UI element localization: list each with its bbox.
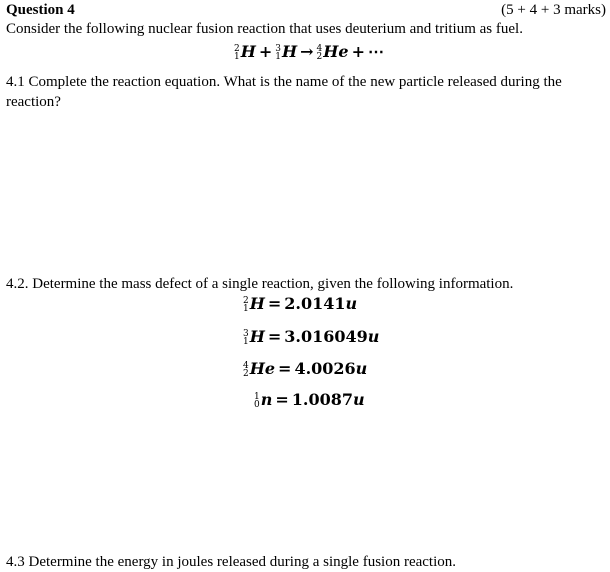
question-4-2-text: 4.2. Determine the mass defect of a single reaction, given the following information. [6,276,514,292]
element-symbol: H [249,327,265,346]
mass-row-tritium [243,327,379,346]
mass-row-helium [243,359,367,378]
reaction-arrow: → [300,42,314,61]
mass-row-deuterium [243,294,357,313]
atomic-number: 2 [243,368,249,379]
atomic-number: 1 [243,303,249,314]
mass-value: 2.0141 [284,294,346,313]
ellipsis: ⋯ [367,42,384,61]
deuterium-nuclide [234,42,256,61]
mass-number: 2 [234,43,240,54]
nuclide [243,327,265,346]
nuclide [254,390,272,409]
question-title: Question 4 [6,2,75,18]
element-symbol: H [240,42,256,61]
question-4-1-text: 4.1 Complete the reaction equation. What is the name of the new particle released during the reaction? [6,74,562,110]
mass-number: 1 [254,391,260,402]
mass-number: 3 [243,328,249,339]
mass-number: 4 [316,43,323,54]
tritium-nuclide [275,42,297,61]
atomic-number: 2 [316,51,323,62]
question-4-3-text: 4.3 Determine the energy in joules released during a single fusion reaction. [6,554,456,570]
fusion-equation [234,42,384,61]
mass-unit: u [367,327,380,346]
element-symbol: H [249,294,265,313]
atomic-number: 1 [243,336,249,347]
atomic-number: 0 [254,399,260,410]
nuclide [243,359,275,378]
equals-sign: = [267,294,282,313]
equals-sign: = [278,359,292,378]
marks-allocation: (5 + 4 + 3 marks) [501,2,606,18]
mass-value: 4.0026 [294,359,356,378]
atomic-number: 1 [275,51,281,62]
element-symbol: He [323,42,349,61]
element-symbol: n [260,390,273,409]
plus-sign: + [258,42,273,61]
mass-unit: u [345,294,358,313]
mass-number: 2 [243,295,249,306]
mass-row-neutron [254,390,365,409]
plus-sign: + [351,42,365,61]
mass-value: 3.016049 [284,327,368,346]
element-symbol: He [249,359,276,378]
atomic-number: 1 [234,51,240,62]
nuclide [243,294,265,313]
equals-sign: = [267,327,282,346]
question-intro: Consider the following nuclear fusion reaction that uses deuterium and tritium as fuel. [6,21,523,37]
helium-nuclide [317,42,349,61]
equals-sign: = [275,390,289,409]
mass-unit: u [353,390,365,409]
mass-number: 4 [243,360,249,371]
mass-value: 1.0087 [291,390,354,409]
mass-unit: u [355,359,368,378]
mass-number: 3 [275,43,281,54]
element-symbol: H [282,42,298,61]
